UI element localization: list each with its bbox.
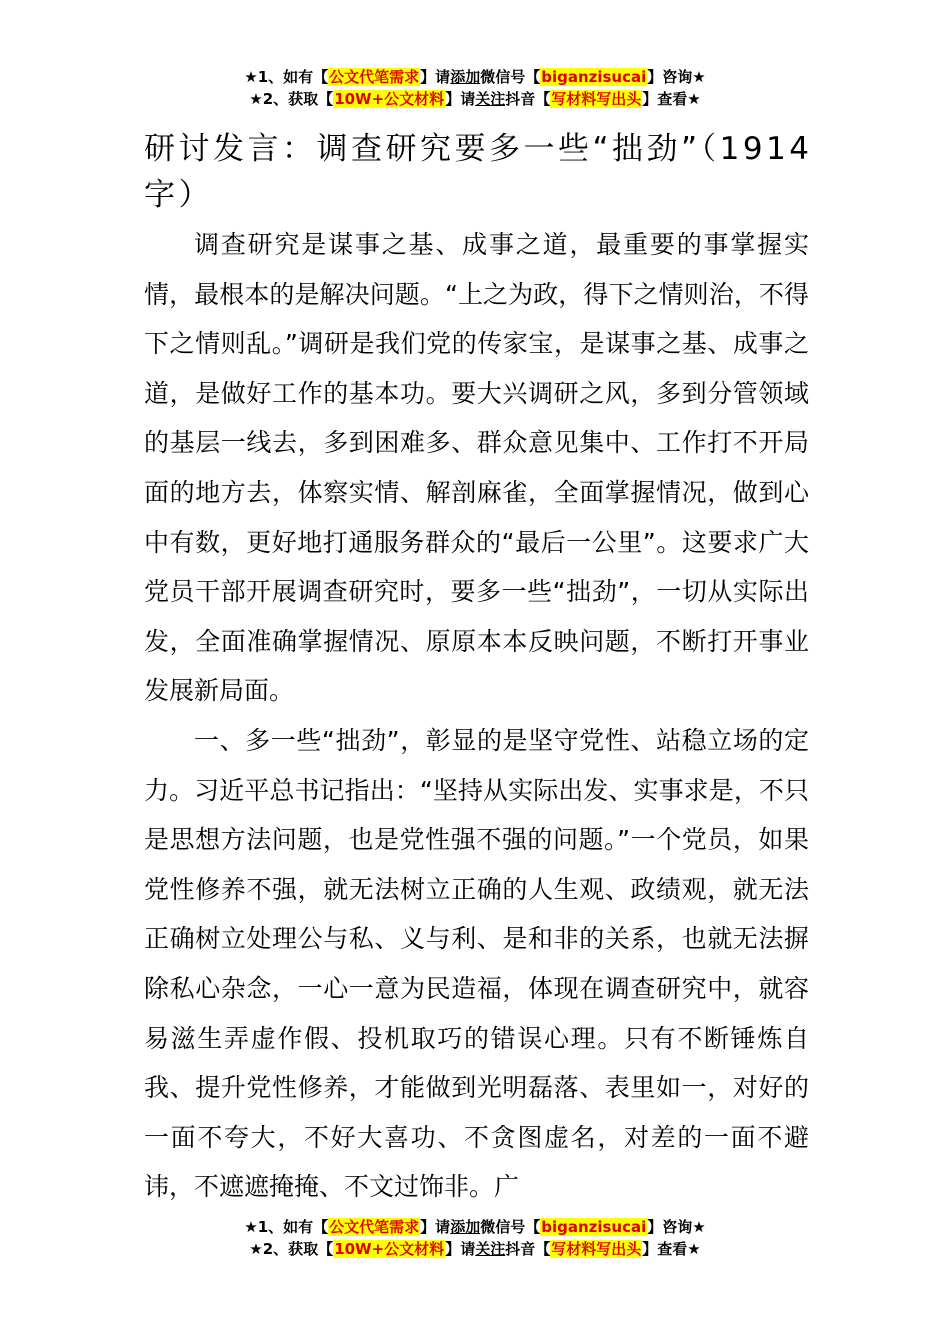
- paragraph-section-1: [144, 716, 809, 1212]
- bottom-banner: [0, 1216, 950, 1260]
- banner-text: ★2、获取【: [249, 1240, 334, 1258]
- paragraph-intro: 调查研究是谋事之基、成事之道，最重要的事掌握实情，最根本的是解决问题。“上之为政，得下之情则治，不得下之情则乱。”调研是我们党的传家宝，是谋事之基、成事之道，是做好工作的基本功。要大兴调研之风，多到分管领域的基层一线去，多到困难多、群众意见集中、工作打不开局面的地方去，体察实情、解剖麻雀，全面掌握情况，做到心中有数，更好地打通服务群众的“最后一公里”。这要求广大党员干部开展调查研究时，要多一些“拙劲”，一切从实际出发，全面准确掌握情况、原原本本反映问题，不断打开事业发展新局面。: [144, 230, 809, 706]
- underlined-text: 关注: [475, 90, 506, 108]
- banner-text: 抖音【: [505, 1240, 551, 1258]
- banner-text: 】请: [420, 68, 451, 86]
- banner-line-2: [0, 1238, 950, 1260]
- highlight-wechat-id: biganzisucai: [541, 1218, 647, 1236]
- top-banner: [0, 66, 950, 110]
- highlight-douyin-id: 写材料写出头: [551, 1240, 642, 1258]
- underlined-text: 添加: [450, 1218, 481, 1236]
- banner-line-1: [0, 1216, 950, 1238]
- highlight-wechat-id: biganzisucai: [541, 68, 647, 86]
- banner-text: 】请: [445, 90, 476, 108]
- highlight-service: 公文代笔需求: [329, 1218, 420, 1236]
- banner-text: 】咨询★: [647, 68, 706, 86]
- banner-line-1: [0, 66, 950, 88]
- highlight-materials: 10W+公文材料: [334, 1240, 445, 1258]
- banner-text: 】请: [420, 1218, 451, 1236]
- highlight-materials: 10W+公文材料: [334, 90, 445, 108]
- banner-text: 】查看★: [642, 90, 701, 108]
- highlight-service: 公文代笔需求: [329, 68, 420, 86]
- banner-text: ★1、如有【: [244, 1218, 329, 1236]
- section-heading: 一、多一些“拙劲”，彰显的是坚守党性、站稳立场的定力。: [144, 725, 809, 805]
- banner-text: 】查看★: [642, 1240, 701, 1258]
- banner-text: 】请: [445, 1240, 476, 1258]
- document-body: [144, 220, 809, 1212]
- section-body: 习近平总书记指出：“坚持从实际出发、实事求是，不只是思想方法问题，也是党性强不强的问题。”一个党员，如果党性修养不强，就无法树立正确的人生观、政绩观，就无法正确树立处理公与私、义与利、是和非的关系，也就无法摒除私心杂念，一心一意为民造福，体现在调查研究中，就容易滋生弄虚作假、投机取巧的错误心理。只有不断锤炼自我、提升党性修养，才能做到光明磊落、表里如一，对好的一面不夸大，不好大喜功、不贪图虚名，对差的一面不避讳，不遮遮掩掩、不文过饰非。广: [144, 775, 809, 1202]
- underlined-text: 添加: [450, 68, 481, 86]
- banner-text: 微信号【: [480, 1218, 541, 1236]
- banner-text: ★2、获取【: [249, 90, 334, 108]
- highlight-douyin-id: 写材料写出头: [551, 90, 642, 108]
- underlined-text: 关注: [475, 1240, 506, 1258]
- document-title: 研讨发言：调查研究要多一些“拙劲”（1914字）: [144, 131, 813, 213]
- banner-line-2: [0, 88, 950, 110]
- banner-text: 】咨询★: [647, 1218, 706, 1236]
- banner-text: ★1、如有【: [244, 68, 329, 86]
- banner-text: 抖音【: [505, 90, 551, 108]
- banner-text: 微信号【: [480, 68, 541, 86]
